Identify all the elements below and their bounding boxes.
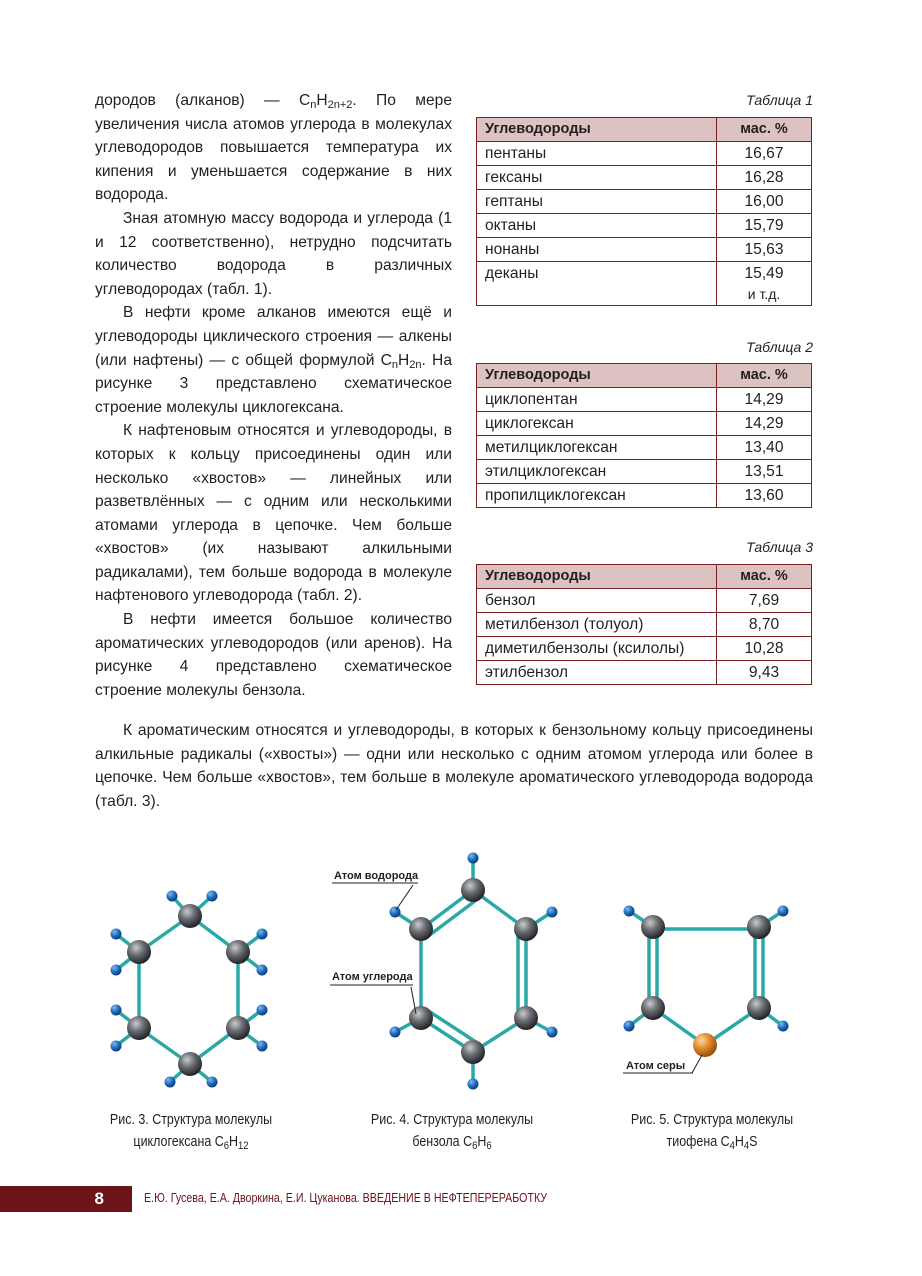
header-mass-percent: мас. % xyxy=(717,565,812,589)
cell-name: циклогексан xyxy=(477,412,717,436)
table-row xyxy=(477,484,812,508)
hydrogen-callout xyxy=(332,870,419,910)
benzene-molecule xyxy=(330,853,558,1090)
table-row xyxy=(477,190,812,214)
table-row xyxy=(477,460,812,484)
molecule-figures xyxy=(0,840,922,1100)
table-1-caption: Таблица 1 xyxy=(746,92,813,108)
paragraph-5: В нефти имеется большое количество ароматических углеводородов (или аренов). На рисунке 4 представлено схематическое строение молекулы бензола. xyxy=(95,611,452,699)
cell-name: деканы xyxy=(477,262,717,306)
table-header-row xyxy=(477,118,812,142)
footer-page-bar xyxy=(0,1186,132,1212)
cell-name: октаны xyxy=(477,214,717,238)
table-1 xyxy=(476,117,812,306)
cell-value: 13,40 xyxy=(717,436,812,460)
figure-3-caption: Рис. 3. Структура молекулы циклогексана $C_6H_{12}$ xyxy=(109,1112,273,1152)
table-row xyxy=(477,142,812,166)
header-mass-percent: мас. % xyxy=(717,364,812,388)
sulfur-callout xyxy=(623,1055,702,1073)
header-hydrocarbons: Углеводороды xyxy=(477,565,717,589)
cell-value: 16,00 xyxy=(717,190,812,214)
table-row xyxy=(477,637,812,661)
table-3-caption: Таблица 3 xyxy=(746,539,813,555)
cell-value: 15,79 xyxy=(717,214,812,238)
cell-value: 16,28 xyxy=(717,166,812,190)
table-row xyxy=(477,388,812,412)
carbon-atom-label: Атом углерода xyxy=(332,971,413,983)
sulfur-atom xyxy=(693,1033,717,1057)
cell-value: 14,29 xyxy=(717,388,812,412)
cell-name: диметилбензолы (ксилолы) xyxy=(477,637,717,661)
paragraph-3: В нефти кроме алканов имеются ещё и углеводороды циклического строения — алкены (или нафтены) — с общей формулой $C_nH_{2n}$. На рисунке 3 представлено схематическое строение молекулы циклогексана. xyxy=(95,304,452,416)
cell-name: циклопентан xyxy=(477,388,717,412)
hydrogen-atom-label: Атом водорода xyxy=(334,870,419,882)
figure-5-caption: Рис. 5. Структура молекулы тиофена $C_4H_4S$ xyxy=(630,1112,794,1152)
cell-value: 13,51 xyxy=(717,460,812,484)
table-row xyxy=(477,661,812,685)
etc-note: и т.д. xyxy=(747,286,781,302)
table-row xyxy=(477,589,812,613)
cell-name: гексаны xyxy=(477,166,717,190)
header-hydrocarbons: Углеводороды xyxy=(477,364,717,388)
cell-name: метилциклогексан xyxy=(477,436,717,460)
cell-value: 16,67 xyxy=(717,142,812,166)
table-row xyxy=(477,436,812,460)
table-row xyxy=(477,613,812,637)
table-row xyxy=(477,166,812,190)
paragraph-6: К ароматическим относятся и углеводороды, в которых к бензольному кольцу присоединены алкильные радикалы («хвосты») — одни или несколько с одним атомом углерода или более в цепочке. Чем больше «хвостов», тем больше в молекуле ароматического углеводорода водорода (табл. 3). xyxy=(95,722,813,810)
carbon-callout xyxy=(330,971,416,1014)
table-2 xyxy=(476,363,812,508)
table-row xyxy=(477,412,812,436)
cell-name: этилциклогексан xyxy=(477,460,717,484)
full-width-text xyxy=(95,719,813,813)
left-column-text xyxy=(95,89,452,702)
cell-value: 10,28 xyxy=(717,637,812,661)
header-hydrocarbons: Углеводороды xyxy=(477,118,717,142)
paragraph-1: дородов (алканов) — $C_nH_{2n+2}$. По мере увеличения числа атомов углерода в молекулах углеводородов повышается температура их кипения и уменьшается содержание в них водорода. xyxy=(95,92,452,204)
header-mass-percent: мас. % xyxy=(717,118,812,142)
table-2-caption: Таблица 2 xyxy=(746,339,813,355)
cyclohexane-molecule xyxy=(111,891,268,1088)
cell-name: этилбензол xyxy=(477,661,717,685)
cell-value: 15,63 xyxy=(717,238,812,262)
cell-value: 8,70 xyxy=(717,613,812,637)
cell-name: метилбензол (толуол) xyxy=(477,613,717,637)
cell-name: пропилциклогексан xyxy=(477,484,717,508)
table-row xyxy=(477,238,812,262)
cell-value: 13,60 xyxy=(717,484,812,508)
table-header-row xyxy=(477,364,812,388)
cell-name: пентаны xyxy=(477,142,717,166)
sulfur-atom-label: Атом серы xyxy=(626,1060,686,1072)
table-row xyxy=(477,262,812,306)
cell-value: 9,43 xyxy=(717,661,812,685)
carbon-atoms xyxy=(127,904,250,1076)
table-row xyxy=(477,214,812,238)
page-number: 8 xyxy=(94,1189,104,1208)
table-3 xyxy=(476,564,812,685)
cell-value: 7,69 xyxy=(717,589,812,613)
paragraph-2: Зная атомную массу водорода и углерода (1 и 12 соответственно), нетрудно подсчитать количество водорода в различных углеводородах (табл. 1). xyxy=(95,209,452,298)
thiophene-molecule xyxy=(623,906,789,1074)
paragraph-4: К нафтеновым относятся и углеводороды, в которых к кольцу присоединены один или несколько «хвостов» — линейных или разветвлённых — с одним или несколькими атомами углерода в цепочке. Чем больше «хвостов» (их называют алкильными радикалами), тем больше водорода в молекуле нафтенового углеводорода (табл. 2). xyxy=(95,422,452,605)
table-header-row xyxy=(477,565,812,589)
running-title: Е.Ю. Гусева, Е.А. Дворкина, Е.И. Цуканова. ВВЕДЕНИЕ В НЕФТЕПЕРЕРАБОТКУ xyxy=(144,1190,548,1205)
cell-name: гептаны xyxy=(477,190,717,214)
figure-4-caption: Рис. 4. Структура молекулы бензола $C_6H_6$ xyxy=(370,1112,534,1152)
cell-name: нонаны xyxy=(477,238,717,262)
cell-value: 14,29 xyxy=(717,412,812,436)
cell-name: бензол xyxy=(477,589,717,613)
cell-value: 15,49 и т.д. xyxy=(717,262,812,306)
